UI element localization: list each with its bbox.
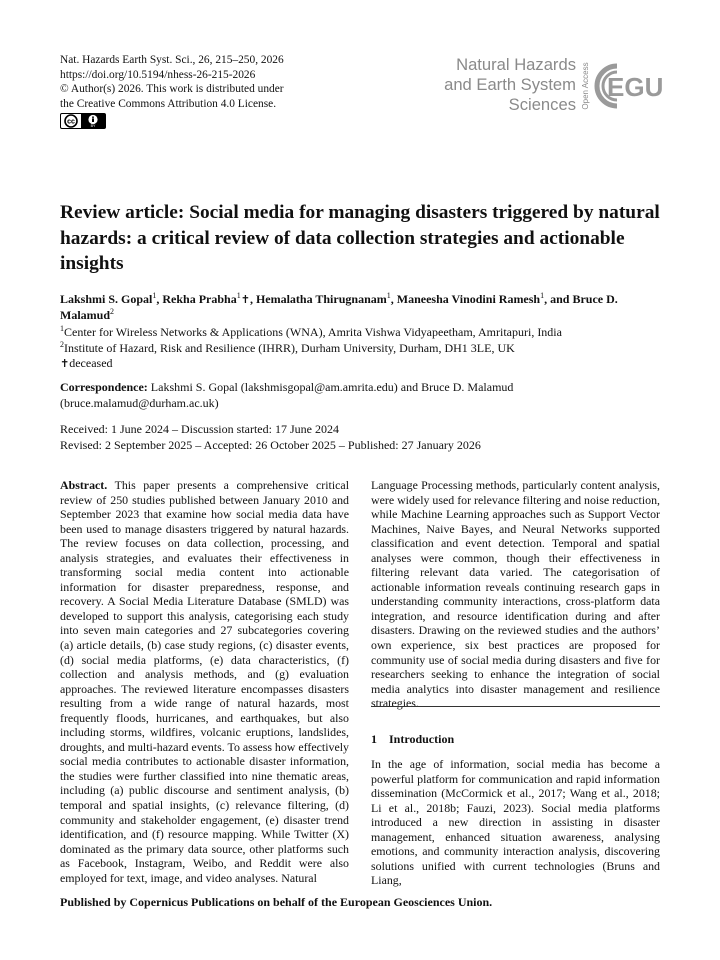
open-access-text: Open Access bbox=[581, 62, 590, 110]
abstract-label: Abstract. bbox=[60, 478, 108, 492]
section-title: Introduction bbox=[389, 732, 455, 746]
egu-logo-icon bbox=[593, 60, 663, 112]
journal-name-line: Natural Hazards bbox=[456, 55, 576, 74]
svg-text:cc: cc bbox=[67, 118, 75, 126]
journal-name-line: and Earth System bbox=[444, 75, 576, 94]
author-affil-mark: 2 bbox=[110, 306, 115, 316]
section-heading bbox=[371, 732, 454, 747]
affiliation-item: $^1$Center for Wireless Networks & Applications (WNA), Amrita Vishwa Vidyapeetham, Amritapuri, India bbox=[60, 324, 562, 339]
author-name[interactable]: Bruce D. Malamud bbox=[60, 292, 618, 322]
deceased-icon: ✝ bbox=[60, 357, 70, 370]
open-access-label bbox=[579, 55, 591, 117]
citation-block bbox=[60, 53, 284, 111]
abstract-left-column bbox=[60, 478, 349, 885]
deceased-note: ✝deceased bbox=[60, 356, 113, 370]
correspondence-label: Correspondence: bbox=[60, 380, 148, 394]
abstract-text: This paper presents a comprehensive critical review of 250 studies published between January 2010 and September 2023 that examine how social media data have been used to manage disasters triggered by natural hazards. The review focuses on data collection, processing, and analysis strategies, and evaluates their effectiveness in transforming social media content into actionable information for disaster preparedness, response, and recovery. A Social Media Literature Database (SMLD) was developed to support this analysis, categorising each study into seven main categories and 27 subcategories covering (a) article details, (b) case study regions, (c) disaster events, (d) social media platforms, (e) data characteristics, (f) collection and analysis methods, and (g) evaluation approaches. The reviewed literature encompasses disasters resulting from a wide range of natural hazards, most frequently floods, hurricanes, and earthquakes, but also including storms, wildfires, volcanic eruptions, landslides, droughts, and multi-hazard events. To assess how effectively social media contributes to actionable disaster information, the studies were further classified into nine thematic areas, including (a) public discourse and sentiment analysis, (b) temporal and spatial insights, (c) relevance filtering, (d) community and stakeholder engagement, (e) disaster trend identification, and (f) resource mapping. While Twitter (X) dominated as the primary data source, other platforms such as Facebook, Instagram, Weibo, and Reddit were also employed for text, image, and video analyses. Natural bbox=[60, 478, 349, 885]
article-title: Review article: Social media for managing disasters triggered by natural hazards: a critical review of data collection strategies and actionable insights bbox=[60, 202, 660, 274]
section-number: 1 bbox=[371, 732, 377, 746]
article-dates bbox=[60, 422, 660, 453]
egu-logo-text: EGU bbox=[607, 72, 663, 102]
abstract-right-column bbox=[371, 478, 660, 711]
license-line: the Creative Commons Attribution 4.0 License. bbox=[60, 97, 277, 110]
correspondence bbox=[60, 380, 660, 411]
section-divider bbox=[371, 706, 660, 707]
correspondence-text[interactable]: Lakshmi S. Gopal (lakshmisgopal@am.amrita.edu) and Bruce D. Malamud (bruce.malamud@durham.ac.uk) bbox=[60, 380, 514, 410]
journal-name-line: Sciences bbox=[508, 95, 576, 114]
author-list: Lakshmi S. Gopal$^1$, Rekha Prabha$^1$✝, Hemalatha Thirugnanam$^1$, Maneesha Vinodini Ramesh$^1$, and Bruce D. Malamud$^2$ bbox=[60, 291, 618, 322]
journal-name bbox=[426, 55, 576, 115]
author-name[interactable]: Maneesha Vinodini Ramesh bbox=[396, 292, 541, 306]
author-affil-mark: 1 bbox=[540, 291, 545, 300]
introduction-text: In the age of information, social media has become a powerful platform for communication and rapid information dissemination (McCormick et al., 2017; Wang et al., 2018; Li et al., 2018b; Fauzi, 2023). Social media platforms introduced a new direction in assisting in disaster management, enhanced situation awareness, analysing emotions, and community interaction analysis, discovering solutions unified with current technologies (Bruns and Liang, bbox=[371, 757, 660, 888]
author-affil-mark: 1 bbox=[236, 291, 241, 300]
svg-text:BY: BY bbox=[90, 124, 96, 129]
author-affil-mark: 1 bbox=[386, 291, 391, 300]
publisher-footer: Published by Copernicus Publications on behalf of the European Geosciences Union. bbox=[60, 895, 493, 909]
affiliation-item: $^2$Institute of Hazard, Risk and Resilience (IHRR), Durham University, Durham, DH1 3LE, UK bbox=[60, 339, 515, 355]
abstract-text: Language Processing methods, particularly content analysis, were widely used for relevance filtering and noise reduction, while Machine Learning approaches such as Support Vector Machines, Naive Bayes, and Neural Networks supported classification and event detection. Temporal and spatial analyses were common, though their effectiveness in filtering relevant data varied. The categorisation of actionable information reveals continuing research gaps in understanding community interactions, cross-platform data integration, and resource identification during and after disasters. Drawing on the reviewed studies and the authors’ own experience, six best practices are proposed for community use of social media during disasters and five for researchers seeking to enhance the integration of social media analytics into disaster management and resilience strategies. bbox=[371, 478, 660, 711]
deceased-icon: ✝ bbox=[240, 293, 250, 306]
copyright-line: © Author(s) 2026. This work is distributed under bbox=[60, 83, 284, 96]
dates-line: Received: 1 June 2024 – Discussion started: 17 June 2024 bbox=[60, 422, 339, 436]
doi-link[interactable]: https://doi.org/10.5194/nhess-26-215-2026 bbox=[60, 68, 256, 81]
affiliations bbox=[60, 325, 660, 372]
author-name[interactable]: Hemalatha Thirugnanam bbox=[255, 292, 387, 306]
author-name[interactable]: Lakshmi S. Gopal bbox=[60, 292, 153, 306]
creative-commons-by-icon[interactable] bbox=[60, 113, 106, 129]
author-affil-mark: 1 bbox=[152, 291, 157, 300]
author-name[interactable]: Rekha Prabha bbox=[162, 292, 237, 306]
journal-citation: Nat. Hazards Earth Syst. Sci., 26, 215–250, 2026 bbox=[60, 54, 284, 66]
dates-line: Revised: 2 September 2025 – Accepted: 26 October 2025 – Published: 27 January 2026 bbox=[60, 437, 481, 452]
